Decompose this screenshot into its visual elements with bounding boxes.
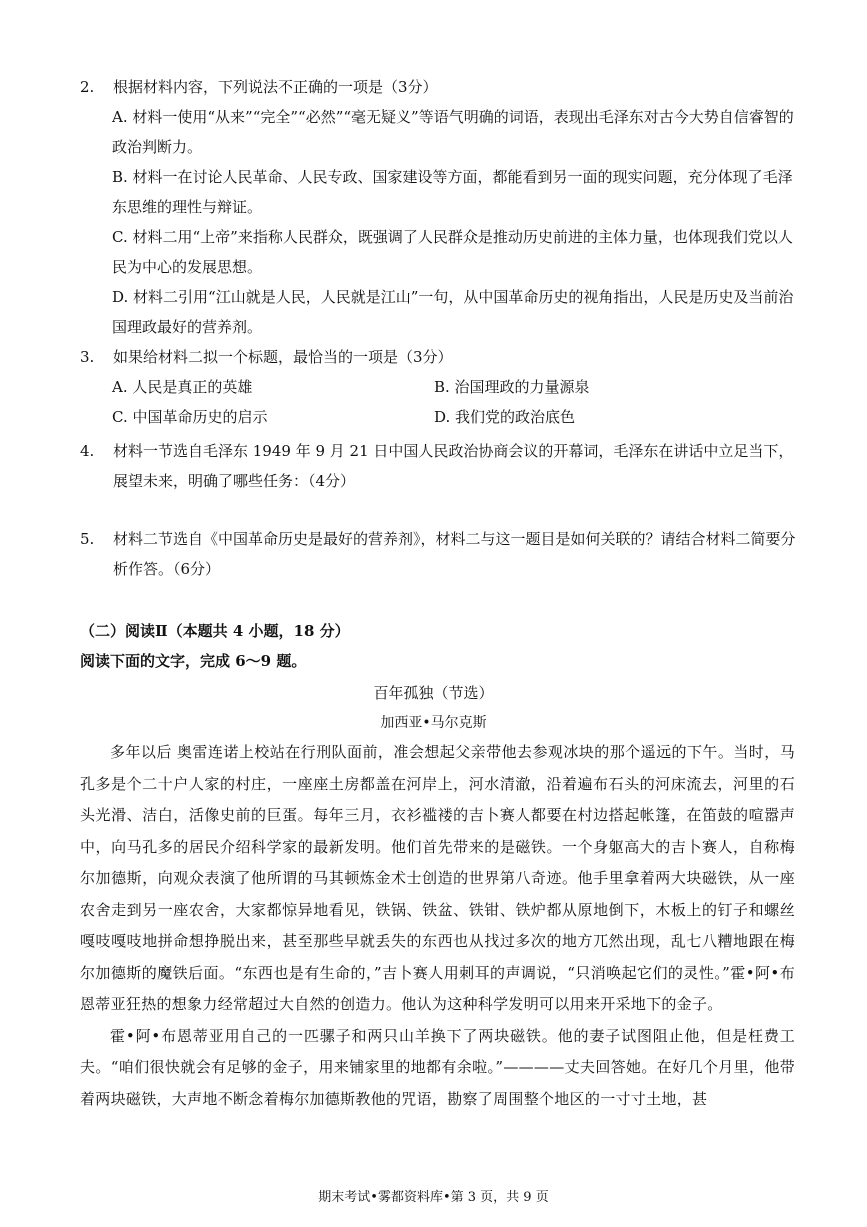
question-stem: 如果给材料二拟一个标题，最恰当的一项是（3分）	[113, 348, 453, 366]
option-text: A. 材料一使用“从来”“完全”“必然”“毫无疑义”等语气明确的词语，表现出毛泽东对古今大势自信睿智的政治判断力。	[112, 108, 794, 156]
passage-paragraph-1: 多年以后 奥雷连诺上校站在行刑队面前，准会想起父亲带他去参观冰块的那个遥远的下午。当时，马孔多是个二十户人家的村庄，一座座土房都盖在河岸上，河水清澈，沿着遍布石头的河床流去，河里的石头光滑、洁白，活像史前的巨蛋。每年三月，衣衫褴褛的吉卜赛人都要在村边搭起帐篷，在笛鼓的喧嚣声中，向马孔多的居民介绍科学家的最新发明。他们首先带来的是磁铁。一个身躯高大的吉卜赛人，自称梅尔加德斯，向观众表演了他所谓的马其顿炼金术士创造的世界第八奇迹。他手里拿着两大块磁铁，从一座农舍走到另一座农舍，大家都惊异地看见，铁锅、铁盆、铁钳、铁炉都从原地倒下，木板上的钉子和螺丝嘎吱嘎吱地拼命想挣脱出来，甚至那些早就丢失的东西也从找过多次的地方兀然出现，乱七八糟地跟在梅尔加德斯的魔铁后面。“东西也是有生命的，”吉卜赛人用刺耳的声调说，“只消唤起它们的灵性。”霍•阿•布恩蒂亚狂热的想象力经常超过大自然的创造力。他认为这种科学发明可以用来开采地下的金子。	[80, 743, 795, 1013]
q3-option-d: D. 我们党的政治底色	[434, 408, 576, 426]
passage-author: 加西亚•马尔克斯	[380, 715, 487, 731]
question-number: 2.	[80, 78, 95, 96]
q2-option-a	[112, 102, 802, 162]
option-text: D. 材料二引用“江山就是人民，人民就是江山”一句，从中国革命历史的视角指出，人民是历史及当前治国理政最好的营养剂。	[112, 288, 794, 336]
q3-option-b: B. 治国理政的力量源泉	[434, 378, 590, 396]
question-2	[80, 72, 800, 102]
question-stem: 材料一节选自毛泽东 1949 年 9 月 21 日中国人民政治协商会议的开幕词，毛泽东在讲话中立足当下，展望未来，明确了哪些任务：（4分）	[113, 442, 794, 490]
question-number: 5.	[80, 530, 95, 548]
option-text: B. 材料一在讨论人民革命、人民专政、国家建设等方面，都能看到另一面的现实问题，充分体现了毛泽东思维的理性与辩证。	[112, 168, 793, 216]
question-stem: 材料二节选自《中国革命历史是最好的营养剂》，材料二与这一题目是如何关联的？请结合材料二简要分析作答。（6分）	[113, 530, 796, 578]
q2-option-b	[112, 162, 802, 222]
question-3	[80, 342, 800, 372]
question-5	[80, 524, 800, 584]
section-instruction: 阅读下面的文字，完成 6～9 题。	[80, 652, 307, 670]
q3-option-c: C. 中国革命历史的启示	[112, 408, 268, 426]
passage-paragraph-2: 霍•阿•布恩蒂亚用自己的一匹骡子和两只山羊换下了两块磁铁。他的妻子试图阻止他，但是枉费工夫。“咱们很快就会有足够的金子，用来铺家里的地都有余啦。”————丈夫回答她。在好几个月里，他带着两块磁铁，大声地不断念着梅尔加德斯教他的咒语，勘察了周围整个地区的一寸寸土地，甚	[80, 1026, 795, 1108]
passage-title: 百年孤独（节选）	[373, 684, 494, 702]
q3-option-a: A. 人民是真正的英雄	[112, 378, 253, 396]
question-4	[80, 436, 800, 496]
question-number: 4.	[80, 442, 95, 460]
page-footer: 期末考试•雾都资料库•第 3 页，共 9 页	[318, 1190, 549, 1205]
section-heading: （二）阅读Ⅱ（本题共 4 小题，18 分）	[80, 622, 350, 640]
q2-option-d	[112, 282, 802, 342]
passage-body	[80, 737, 795, 1115]
question-number: 3.	[80, 348, 95, 366]
question-stem: 根据材料内容，下列说法不正确的一项是（3分）	[113, 78, 438, 96]
option-text: C. 材料二用“上帝”来指称人民群众，既强调了人民群众是推动历史前进的主体力量，也体现我们党以人民为中心的发展思想。	[112, 228, 793, 276]
q2-option-c	[112, 222, 802, 282]
